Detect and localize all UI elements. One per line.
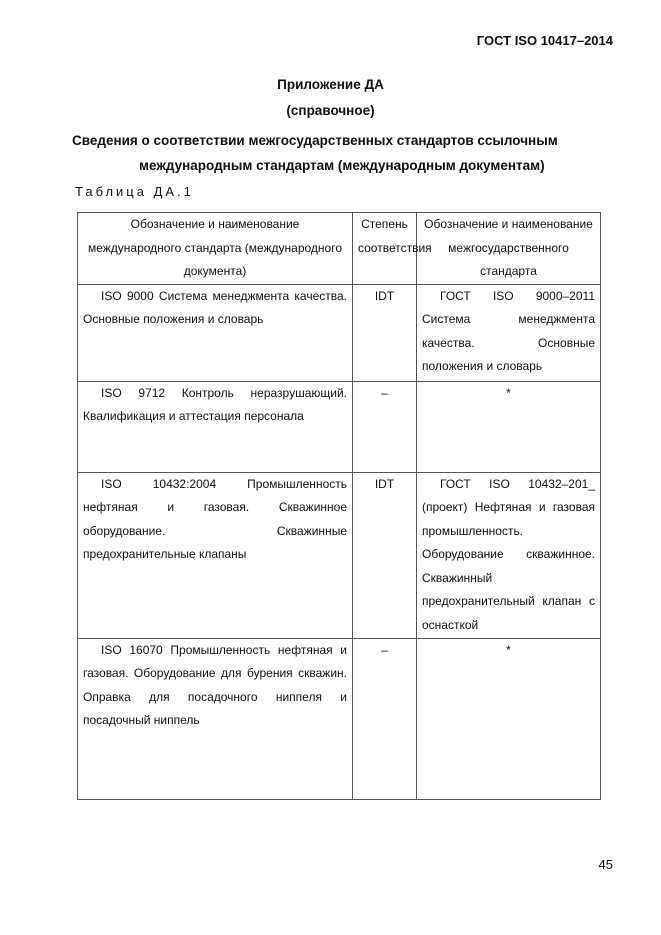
table-row bbox=[78, 472, 601, 638]
document-code: ГОСТ ISO 10417–2014 bbox=[476, 33, 613, 48]
cell-interstate: ГОСТ ISO 9000–2011 Система менеджмента качества. Основные положения и словарь bbox=[417, 284, 601, 381]
appendix-title: Приложение ДА bbox=[277, 77, 384, 92]
cell-international: ISO 16070 Промышленность нефтяная и газовая. Оборудование для бурения скважин. Оправка для посадочного ниппеля и посадочный ниппель bbox=[78, 638, 353, 799]
cell-degree: IDT bbox=[353, 284, 417, 381]
correspondence-table bbox=[77, 212, 601, 800]
column-header-interstate: Обозначение и наименование межгосударственного стандарта bbox=[417, 213, 601, 285]
column-header-degree: Степень соответствия bbox=[353, 213, 417, 285]
appendix-heading bbox=[72, 128, 612, 178]
table-row bbox=[78, 638, 601, 799]
table-row bbox=[78, 381, 601, 472]
cell-degree: – bbox=[353, 381, 417, 472]
cell-international: ISO 9000 Система менеджмента качества. Основные положения и словарь bbox=[78, 284, 353, 381]
appendix-subtitle: (справочное) bbox=[286, 103, 375, 118]
cell-interstate: * bbox=[417, 638, 601, 799]
cell-degree: – bbox=[353, 638, 417, 799]
appendix-heading-line1: Сведения о соответствии межгосударственных стандартов ссылочным bbox=[72, 133, 558, 148]
page-number: 45 bbox=[598, 857, 613, 872]
cell-interstate: ГОСТ ISO 10432–201_ (проект) Нефтяная и газовая промышленность. Оборудование скважинное. Скважинный предохранительный клапан с оснасткой bbox=[417, 472, 601, 638]
cell-international: ISO 10432:2004 Промышленность нефтяная и газовая. Скважинное оборудование. Скважинные предохранительные клапаны bbox=[78, 472, 353, 638]
table-header-row bbox=[78, 213, 601, 285]
cell-international: ISO 9712 Контроль неразрушающий. Квалификация и аттестация персонала bbox=[78, 381, 353, 472]
cell-interstate: * bbox=[417, 381, 601, 472]
column-header-international: Обозначение и наименование международного стандарта (международного документа) bbox=[78, 213, 353, 285]
table-row bbox=[78, 284, 601, 381]
table-caption: Таблица ДА.1 bbox=[75, 184, 194, 199]
cell-degree: IDT bbox=[353, 472, 417, 638]
appendix-heading-line2: международным стандартам (международным документам) bbox=[139, 158, 545, 173]
